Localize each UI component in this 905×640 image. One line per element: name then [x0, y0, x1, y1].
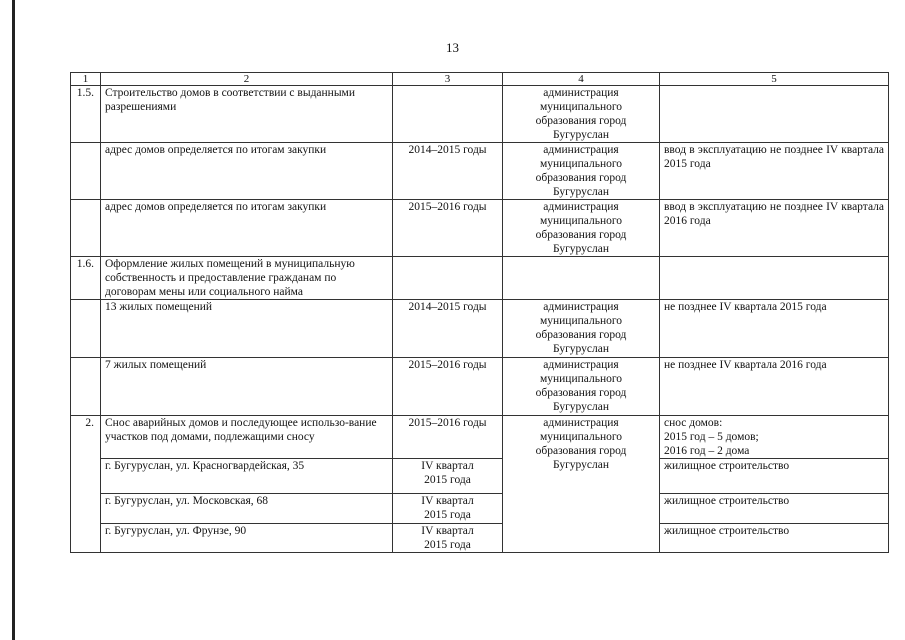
table-row — [71, 86, 889, 143]
row-description: г. Бугуруслан, ул. Красногвардейская, 35 — [101, 459, 393, 494]
header-col-5: 5 — [660, 73, 889, 86]
row-description: г. Бугуруслан, ул. Фрунзе, 90 — [101, 524, 393, 553]
row-description: Строительство домов в соответствии с выданными разрешениями — [101, 86, 393, 143]
row-number: 1.6. — [71, 257, 101, 300]
row-period: 2015–2016 годы — [393, 416, 503, 459]
row-period: 2014–2015 годы — [393, 143, 503, 200]
row-result: жилищное строительство — [660, 494, 889, 524]
row-executor: администрация муниципального образования город Бугуруслан — [503, 86, 660, 143]
table-row — [71, 459, 889, 494]
row-period — [393, 86, 503, 143]
plan-table — [70, 72, 889, 553]
table-row — [71, 200, 889, 257]
row-description: г. Бугуруслан, ул. Московская, 68 — [101, 494, 393, 524]
row-number: 2. — [71, 416, 101, 553]
row-result: жилищное строительство — [660, 524, 889, 553]
table-row — [71, 143, 889, 200]
row-executor: администрация муниципального образования город Бугуруслан — [503, 143, 660, 200]
row-description: Снос аварийных домов и последующее использо-вание участков под домами, подлежащими сносу — [101, 416, 393, 459]
table-row — [71, 257, 889, 300]
table-header-row — [71, 73, 889, 86]
row-number — [71, 143, 101, 200]
table-row — [71, 358, 889, 416]
row-period: IV квартал 2015 года — [393, 459, 503, 494]
row-number: 1.5. — [71, 86, 101, 143]
row-result: не позднее IV квартала 2016 года — [660, 358, 889, 416]
table-row — [71, 494, 889, 524]
row-result: жилищное строительство — [660, 459, 889, 494]
row-period: 2015–2016 годы — [393, 358, 503, 416]
row-executor: администрация муниципального образования город Бугуруслан — [503, 300, 660, 358]
page-edge-bar — [12, 0, 15, 640]
header-col-1: 1 — [71, 73, 101, 86]
row-result: ввод в эксплуатацию не позднее IV квартала 2015 года — [660, 143, 889, 200]
row-result: снос домов: 2015 год – 5 домов; 2016 год – 2 дома — [660, 416, 889, 459]
header-col-4: 4 — [503, 73, 660, 86]
header-col-2: 2 — [101, 73, 393, 86]
table-row — [71, 300, 889, 358]
row-description: Оформление жилых помещений в муниципальную собственность и предоставление гражданам по договорам мены или социального найма — [101, 257, 393, 300]
row-number — [71, 200, 101, 257]
row-number — [71, 358, 101, 416]
row-description: 13 жилых помещений — [101, 300, 393, 358]
row-executor — [503, 257, 660, 300]
row-result — [660, 86, 889, 143]
header-col-3: 3 — [393, 73, 503, 86]
table-row — [71, 524, 889, 553]
row-executor: администрация муниципального образования город Бугуруслан — [503, 416, 660, 553]
row-executor: администрация муниципального образования город Бугуруслан — [503, 358, 660, 416]
row-description: 7 жилых помещений — [101, 358, 393, 416]
row-result — [660, 257, 889, 300]
row-number — [71, 300, 101, 358]
row-description: адрес домов определяется по итогам закупки — [101, 143, 393, 200]
table-row — [71, 416, 889, 459]
row-result: ввод в эксплуатацию не позднее IV квартала 2016 года — [660, 200, 889, 257]
row-period: IV квартал 2015 года — [393, 494, 503, 524]
row-period: 2015–2016 годы — [393, 200, 503, 257]
row-result: не позднее IV квартала 2015 года — [660, 300, 889, 358]
row-period — [393, 257, 503, 300]
row-executor: администрация муниципального образования город Бугуруслан — [503, 200, 660, 257]
row-period: IV квартал 2015 года — [393, 524, 503, 553]
row-description: адрес домов определяется по итогам закупки — [101, 200, 393, 257]
page-number: 13 — [446, 40, 459, 55]
row-period: 2014–2015 годы — [393, 300, 503, 358]
